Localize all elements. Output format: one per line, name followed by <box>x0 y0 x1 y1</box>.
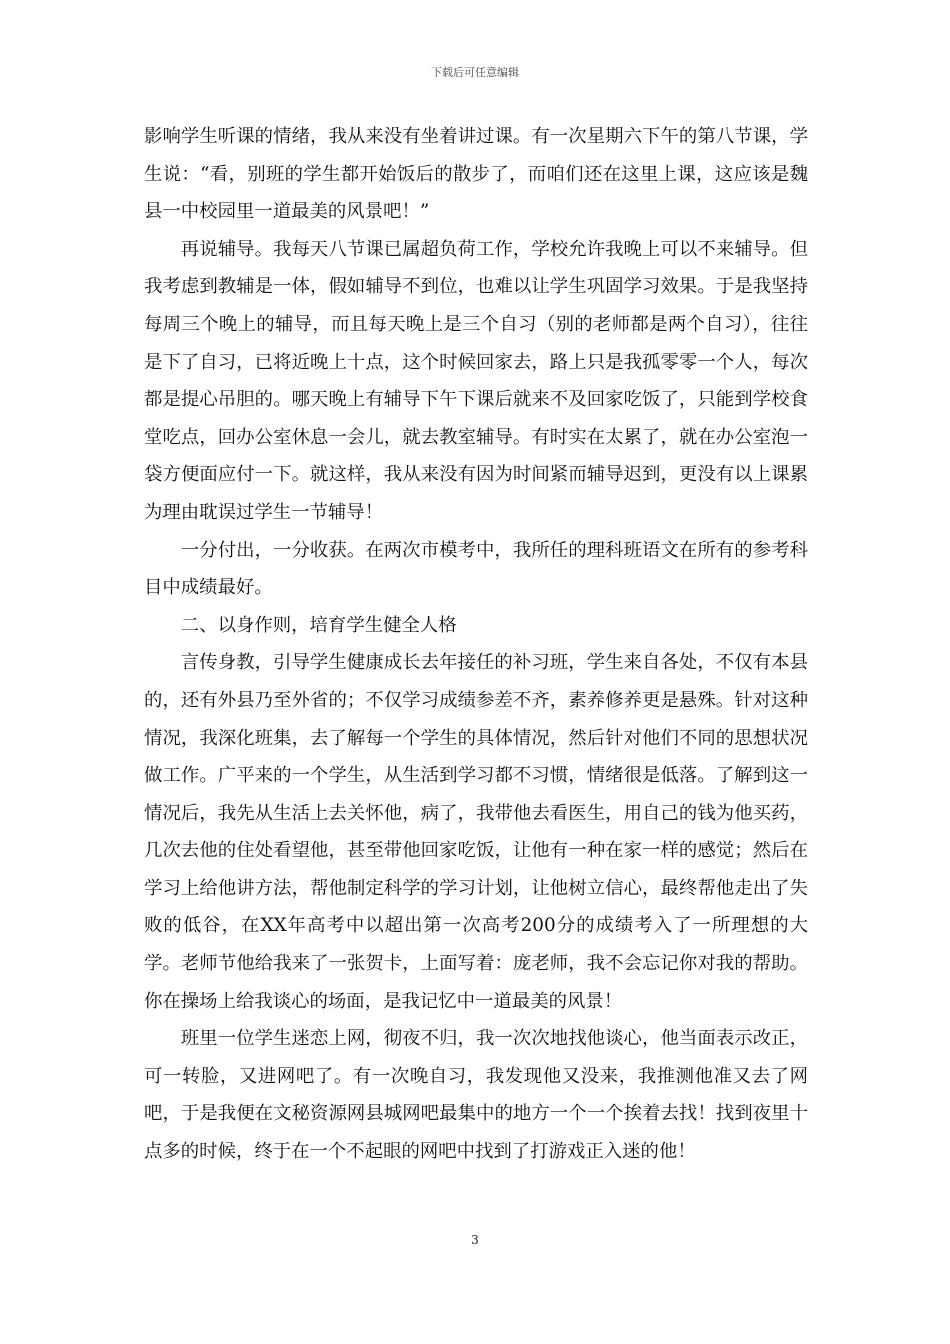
paragraph-continued: 影响学生听课的情绪，我从来没有坐着讲过课。有一次星期六下午的第八节课，学生说：“看，别班的学生都开始饭后的散步了，而咱们还在这里上课，这应该是魏县一中校园里一道最美的风景吧！” <box>144 126 808 223</box>
document-body <box>144 118 808 1171</box>
page-number: 3 <box>471 1233 479 1247</box>
page-header: 下载后可任意编辑 <box>431 66 519 79</box>
paragraph-results: 一分付出，一分收获。在两次市模考中，我所任的理科班语文在所有的参考科目中成绩最好。 <box>144 539 808 599</box>
paragraph-example-student: 言传身教，引导学生健康成长去年接任的补习班，学生来自各处，不仅有本县的，还有外县乃至外省的；不仅学习成绩参差不齐，素养修养更是悬殊。针对这种情况，我深化班集，去了解每一个学生的具体情况，然后针对他们不同的思想状况做工作。广平来的一个学生，从生活到学习都不习惯，情绪很是低落。了解到这一情况后，我先从生活上去关怀他，病了，我带他去看医生，用自己的钱为他买药，几次去他的住处看望他，甚至带他回家吃饭，让他有一种在家一样的感觉；然后在学习上给他讲方法，帮他制定科学的学习计划，让他树立信心，最终帮他走出了失败的低谷，在XX年高考中以超出第一次高考200分的成绩考入了一所理想的大学。老师节他给我来了一张贺卡，上面写着：庞老师，我不会忘记你对我的帮助。你在操场上给我谈心的场面，是我记忆中一道最美的风景！ <box>144 652 808 1012</box>
paragraph-tutoring: 再说辅导。我每天八节课已属超负荷工作，学校允许我晚上可以不来辅导。但我考虑到教辅是一体，假如辅导不到位，也难以让学生巩固学习效果。于是我坚持每周三个晚上的辅导，而且每天晚上是三个自习（别的老师都是两个自习），往往是下了自习，已将近晚上十点，这个时候回家去，路上只是我孤零零一个人，每次都是提心吊胆的。哪天晚上有辅导下午下课后就来不及回家吃饭了，只能到学校食堂吃点，回办公室休息一会儿，就去教室辅导。有时实在太累了，就在办公室泡一袋方便面应付一下。就这样，我从来没有因为时间紧而辅导迟到，更没有以上课累为理由耽误过学生一节辅导！ <box>144 238 808 523</box>
paragraph-internet-cafe: 班里一位学生迷恋上网，彻夜不归，我一次次地找他谈心，他当面表示改正，可一转脸，又进网吧了。有一次晚自习，我发现他又没来，我推测他准又去了网吧，于是我便在文秘资源网县城网吧最集中的地方一个一个挨着去找！找到夜里十点多的时候，终于在一个不起眼的网吧中找到了打游戏正入迷的他！ <box>144 1028 808 1163</box>
section-heading: 二、以身作则，培育学生健全人格 <box>180 614 457 636</box>
